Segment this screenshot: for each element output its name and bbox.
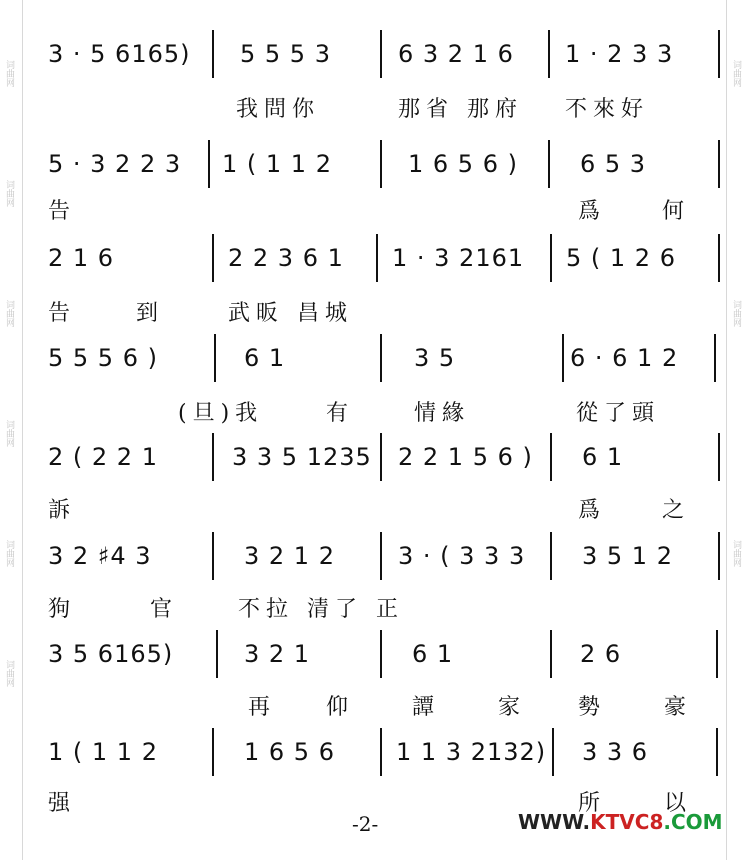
measure: 2 1 6 bbox=[48, 244, 115, 272]
barline bbox=[718, 140, 720, 188]
watermark-left-1: 词曲网 bbox=[4, 60, 14, 87]
measure: 6 · 6 1 2 bbox=[570, 344, 679, 372]
measure: 5 ( 1 2 6 bbox=[566, 244, 676, 272]
barline bbox=[716, 728, 718, 776]
barline bbox=[214, 334, 216, 382]
lyric: 情緣 bbox=[414, 401, 471, 426]
measure: 6 3 2 1 6 bbox=[398, 40, 514, 68]
measure: 5 · 3 2 2 3 bbox=[48, 150, 182, 178]
measure: 6 5 3 bbox=[580, 150, 647, 178]
barline bbox=[376, 234, 378, 282]
site-prefix: WWW. bbox=[518, 810, 591, 834]
barline bbox=[380, 30, 382, 78]
lyric: 仰 bbox=[326, 695, 355, 720]
measure: 1 · 3 2161 bbox=[392, 244, 525, 272]
barline bbox=[212, 728, 214, 776]
watermark-right-2: 词曲网 bbox=[731, 300, 741, 327]
lyric: 家 bbox=[498, 695, 527, 720]
lyric: 之 bbox=[662, 498, 691, 523]
barline bbox=[548, 140, 550, 188]
watermark-left-4: 词曲网 bbox=[4, 420, 14, 447]
lyric: (旦)我 bbox=[178, 401, 264, 426]
barline bbox=[548, 30, 550, 78]
measure: 6 1 bbox=[582, 443, 624, 471]
barline bbox=[212, 234, 214, 282]
lyric: 訴 bbox=[48, 498, 77, 523]
watermark-right-1: 词曲网 bbox=[731, 60, 741, 87]
barline bbox=[718, 433, 720, 481]
lyric: 勢 bbox=[578, 695, 607, 720]
lyric: 强 bbox=[48, 791, 77, 816]
lyric: 再 bbox=[248, 695, 277, 720]
measure: 3 3 5 1235 bbox=[232, 443, 372, 471]
barline bbox=[550, 433, 552, 481]
measure: 1 ( 1 1 2 bbox=[222, 150, 332, 178]
lyric: 狗 bbox=[48, 597, 77, 622]
measure: 6 1 bbox=[244, 344, 286, 372]
barline bbox=[718, 30, 720, 78]
measure: 3 3 6 bbox=[582, 738, 649, 766]
lyric: 告 bbox=[48, 301, 77, 326]
measure: 5 5 5 3 bbox=[240, 40, 331, 68]
lyric: 到 bbox=[136, 301, 165, 326]
lyric: 從了頭 bbox=[576, 401, 661, 426]
lyric: 告 bbox=[48, 199, 77, 224]
site-suffix: .COM bbox=[663, 810, 723, 834]
lyric: 爲 bbox=[578, 199, 607, 224]
barline bbox=[550, 234, 552, 282]
lyric: 以 bbox=[664, 791, 693, 816]
barline bbox=[380, 532, 382, 580]
measure: 1 ( 1 1 2 bbox=[48, 738, 158, 766]
lyric: 官 bbox=[150, 597, 179, 622]
lyric: 不拉 清了 正 bbox=[238, 597, 404, 622]
barline bbox=[380, 630, 382, 678]
measure: 3 2 1 bbox=[244, 640, 311, 668]
watermark-left-2: 词曲网 bbox=[4, 180, 14, 207]
barline bbox=[212, 433, 214, 481]
barline bbox=[212, 30, 214, 78]
lyric: 我問你 bbox=[236, 97, 321, 122]
barline bbox=[216, 630, 218, 678]
barline bbox=[552, 728, 554, 776]
barline bbox=[718, 234, 720, 282]
barline bbox=[380, 728, 382, 776]
measure: 2 2 3 6 1 bbox=[228, 244, 344, 272]
barline bbox=[550, 532, 552, 580]
watermark-left-5: 词曲网 bbox=[4, 540, 14, 567]
site-watermark bbox=[518, 810, 723, 834]
measure: 1 1 3 2132) bbox=[396, 738, 547, 766]
barline bbox=[562, 334, 564, 382]
measure: 3 5 6165) bbox=[48, 640, 174, 668]
measure: 2 2 1 5 6 ) bbox=[398, 443, 533, 471]
lyric: 豪 bbox=[664, 695, 693, 720]
lyric: 武昄 昌城 bbox=[228, 301, 353, 326]
measure: 3 5 bbox=[414, 344, 456, 372]
measure: 1 6 5 6 ) bbox=[408, 150, 518, 178]
barline bbox=[380, 140, 382, 188]
measure: 2 6 bbox=[580, 640, 622, 668]
right-margin-strip bbox=[726, 0, 749, 860]
measure: 3 5 1 2 bbox=[582, 542, 673, 570]
barline bbox=[716, 630, 718, 678]
lyric: 爲 bbox=[578, 498, 607, 523]
measure: 1 · 2 3 3 bbox=[565, 40, 674, 68]
barline bbox=[550, 630, 552, 678]
watermark-right-3: 词曲网 bbox=[731, 540, 741, 567]
measure: 3 2 ♯4 3 bbox=[48, 542, 152, 570]
watermark-left-3: 词曲网 bbox=[4, 300, 14, 327]
barline bbox=[212, 532, 214, 580]
measure: 2 ( 2 2 1 bbox=[48, 443, 158, 471]
measure: 5 5 5 6 ) bbox=[48, 344, 158, 372]
measure: 3 · ( 3 3 3 bbox=[398, 542, 526, 570]
page-number: -2- bbox=[352, 812, 379, 836]
lyric: 那省 那府 bbox=[398, 97, 523, 122]
lyric: 所 bbox=[578, 791, 607, 816]
lyric: 不來好 bbox=[565, 97, 650, 122]
measure: 6 1 bbox=[412, 640, 454, 668]
lyric: 譚 bbox=[412, 695, 441, 720]
barline bbox=[380, 433, 382, 481]
barline bbox=[380, 334, 382, 382]
watermark-left-6: 词曲网 bbox=[4, 660, 14, 687]
barline bbox=[718, 532, 720, 580]
measure: 1 6 5 6 bbox=[244, 738, 335, 766]
lyric: 何 bbox=[662, 199, 691, 224]
measure: 3 · 5 6165) bbox=[48, 40, 191, 68]
barline bbox=[714, 334, 716, 382]
measure: 3 2 1 2 bbox=[244, 542, 335, 570]
site-name: KTVC8 bbox=[590, 810, 664, 834]
lyric: 有 bbox=[326, 401, 355, 426]
barline bbox=[208, 140, 210, 188]
